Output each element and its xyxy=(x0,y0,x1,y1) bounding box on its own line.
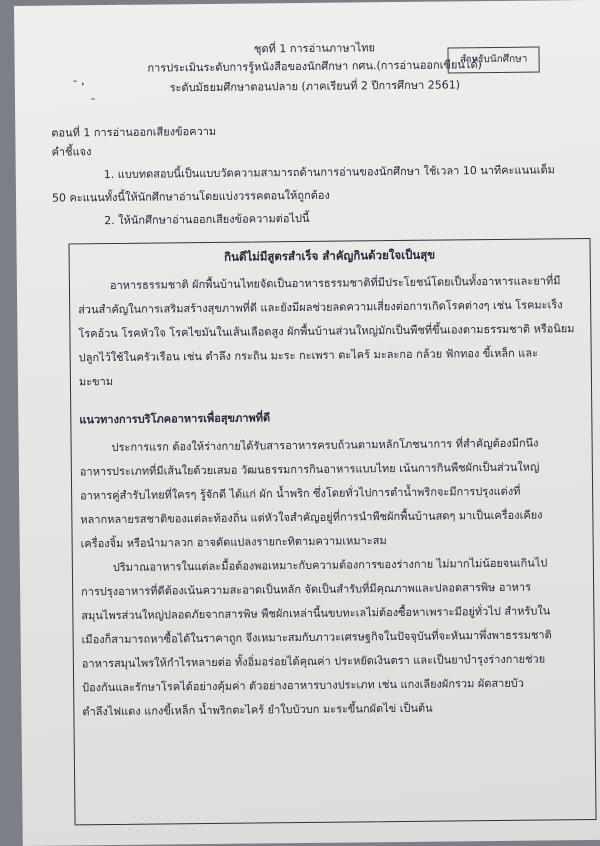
section-heading: แนวทางการบริโภคอาหารเพื่อสุขภาพที่ดี xyxy=(79,411,271,427)
assessment-title: การประเมินระดับการรู้หนังสือของนักศึกษา กศน.(การอ่านออกเขียนได้) xyxy=(147,58,482,75)
paragraph-line: โรคอ้วน โรคหัวใจ โรคไขมันในเส้นเลือดสูง ผักพื้นบ้านส่วนใหญ่มักเป็นพืชที่ขึ้นเองตามธรรมชาติ หรือนิยม xyxy=(78,322,575,341)
paragraph-line: ป้องกันและรักษาโรคได้อย่างคุ้มค่า ตัวอย่างอาหารบางประเภท เช่น แกงเลียงผักรวม ผัดสายบัว xyxy=(82,676,524,695)
level-title: ระดับมัธยมศึกษาตอนปลาย (ภาคเรียนที่ 2 ปีการศึกษา 2561) xyxy=(169,78,461,95)
paragraph-line: มะขาม xyxy=(78,374,114,389)
instruction-1: 1. แบบทดสอบนี้เป็นแบบวัดความสามารถด้านการอ่านของนักศึกษา ใช้เวลา 10 นาทีคะแนนเต็ม xyxy=(103,163,555,182)
instruction-2: 2. ให้นักศึกษาอ่านออกเสียงข้อความต่อไปนี้ xyxy=(104,211,310,228)
instructions-label: คำชี้แจง xyxy=(51,145,92,159)
paragraph-line: การปรุงอาหารที่ดีต้องเน้นความสะอาดเป็นหลัก จัดเป็นสำรับที่มีคุณภาพและปลอดสารพิษ อาหาร xyxy=(81,580,532,599)
exam-paper xyxy=(14,0,600,846)
paragraph-line: หลากหลายรสชาติของแต่ละท้องถิ่น แต่หัวใจสำคัญอยู่ที่การนำพืชผักพื้นบ้านสดๆ มาเป็นเครื่องเคียง xyxy=(80,508,543,527)
passage-title: กินดีไม่มีสูตรสำเร็จ สำคัญกินด้วยใจเป็นสุข xyxy=(224,247,436,264)
paragraph-line: ปริมาณอาหารในแต่ละมื้อต้องพอเหมาะกับความต้องการของร่างกาย ไม่มากไม่น้อยจนเกินไป xyxy=(112,556,548,574)
paragraph-line: เมืองก็สามารถหาซื้อได้ในราคาถูก จึงเหมาะสมกับภาวะเศรษฐกิจในปัจจุบันที่จะหันมาพึ่งพาธรรมชาติ xyxy=(81,628,552,647)
paragraph-line: อาหารสมุนไพรให้กำไรหลายต่อ ทั้งอิ่มอร่อยได้คุณค่า ประหยัดเงินตรา และเป็นยาบำรุงร่างกายช่วย xyxy=(81,652,546,671)
paragraph-line: ตำลึงไฟแดง แกงขี้เหล็ก น้ำพริกตะไคร้ ยำใบบัวบก มะระขี้นกผัดไข่ เป็นต้น xyxy=(82,701,433,719)
part-title: ตอนที่ 1 การอ่านออกเสียงข้อความ xyxy=(51,124,217,140)
for-student-tag: สำหรับนักศึกษา xyxy=(447,46,539,73)
pen-mark: - xyxy=(90,91,96,106)
paragraph-line: อาหารประเภทที่มีเส้นใยด้วยเสมอ วัฒนธรรมการกินอาหารแบบไทย เน้นการกินพืชผักเป็นส่วนใหญ่ xyxy=(79,460,540,479)
set-title: ชุดที่ 1 การอ่านภาษาไทย xyxy=(253,41,376,56)
paragraph-line: เครื่องจิ้ม หรือนำมาลวก อาจดัดแปลงรายกะทิตามความเหมาะสม xyxy=(80,534,387,551)
paragraph-line: สมุนไพรส่วนใหญ่ปลอดภัยจากสารพิษ พืชผักเหล่านี้นขบทะเลไม่ต้องซื้อหาเพราะมีอยู่ทั่วไป สำหรับใน xyxy=(81,604,551,623)
paragraph-line: ประการแรก ต้องให้ร่างกายได้รับสารอาหารครบถ้วนตามหลักโภชนาการ ที่สำคัญต้องมีกนึง xyxy=(111,436,539,455)
paragraph-line: อาหารธรรมชาติ ผักพื้นบ้านไทยจัดเป็นอาหารธรรมชาติที่มีประโยชน์โดยเป็นทั้งอาหารและยาที่มี xyxy=(109,274,561,293)
paragraph-line: อาหารคู่สำรับไทยที่ใครๆ รู้จักดี ได้แก่ ผัก น้ำพริก ซึ่งโดยทั่วไปการตำน้ำพริกจะมีการปรุงแต่งที่ xyxy=(80,484,521,503)
pen-mark: - , xyxy=(72,73,85,88)
paragraph-line: ส่วนสำคัญในการเสริมสร้างสุขภาพที่ดี และยังมีผลช่วยลดความเสี่ยงต่อการเกิดโรคต่างๆ เช่น โรคมะเร็ง xyxy=(78,298,563,317)
paragraph-line: ปลูกไว้ใช้ในครัวเรือน เช่น ตำลึง กระถิน มะระ กะเพรา ตะไคร้ มะละกอ กล้วย ฟักทอง ขี้เหล็ก และ xyxy=(78,346,539,365)
reading-passage-box xyxy=(68,238,596,825)
instruction-1-cont: 50 คะแนนทั้งนี้ให้นักศึกษาอ่านโดยแบ่งวรรคตอนให้ถูกต้อง xyxy=(51,188,330,205)
